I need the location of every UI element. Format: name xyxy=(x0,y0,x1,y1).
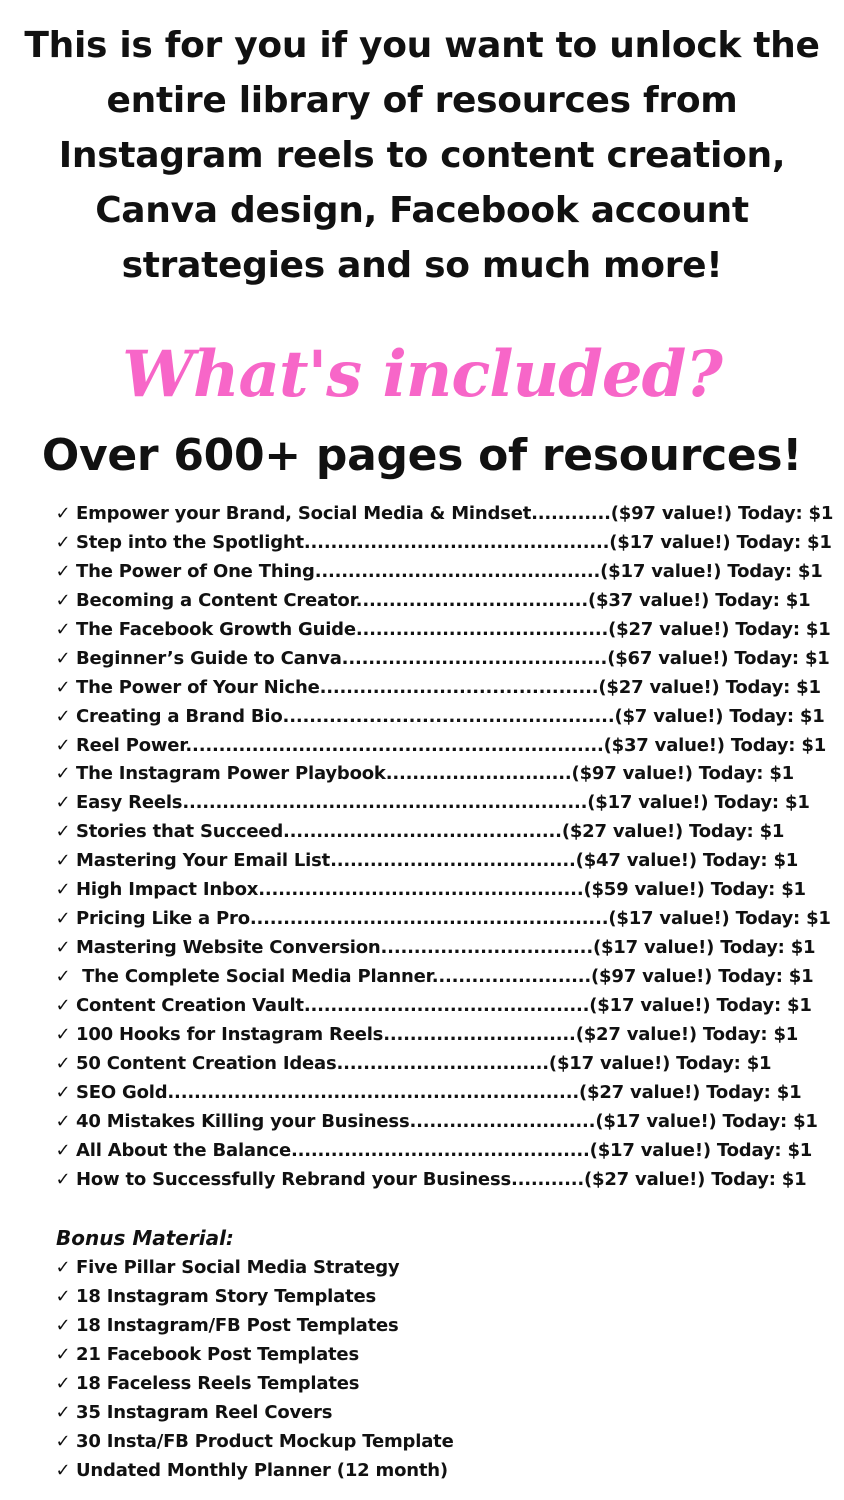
resource-item-label: Stories that Succeed..........................................($27 value!) Today: $1 xyxy=(76,821,785,843)
bonus-item xyxy=(50,1341,750,1370)
checkmark-icon: ✓ xyxy=(55,1285,71,1307)
resource-item xyxy=(50,732,830,761)
bonus-item xyxy=(50,1399,750,1428)
bonus-item-label: Undated Monthly Planner (12 month) xyxy=(76,1459,448,1481)
checkmark-icon: ✓ xyxy=(55,618,71,640)
resource-item-label: Reel Power...............................................................($37 value!) Today: $1 xyxy=(76,734,827,756)
checkmark-icon: ✓ xyxy=(55,1257,71,1278)
intro-text: This is for you if you want to unlock the entire library of resources from Instagram reels to content creation, Canva design, Facebook account strategies and so much more! xyxy=(24,25,820,286)
bonus-item xyxy=(50,1283,750,1312)
checkmark-icon: ✓ xyxy=(55,589,71,611)
bonus-item-label: 30 Insta/FB Product Mockup Template xyxy=(76,1430,454,1452)
bonus-item-label: 21 Facebook Post Templates xyxy=(76,1343,359,1365)
resource-item xyxy=(50,963,830,992)
resource-item xyxy=(50,1079,830,1108)
resource-item-label: 100 Hooks for Instagram Reels.............................($27 value!) Today: $1 xyxy=(76,1023,799,1045)
resource-item-label: Mastering Website Conversion................................($17 value!) Today: $1 xyxy=(76,937,816,959)
checkmark-icon: ✓ xyxy=(55,1081,71,1103)
bonus-item xyxy=(50,1428,750,1457)
resource-item xyxy=(50,876,830,905)
resource-item-label: All About the Balance.............................................($17 value!) Today: $1 xyxy=(76,1139,813,1161)
resource-item-label: SEO Gold..............................................................($27 value!) Today: $1 xyxy=(76,1081,802,1103)
checkmark-icon: ✓ xyxy=(55,821,71,843)
checkmark-icon: ✓ xyxy=(55,966,71,987)
checkmark-icon: ✓ xyxy=(55,1023,71,1045)
bonus-item-label: 18 Faceless Reels Templates xyxy=(76,1372,360,1394)
checkmark-icon: ✓ xyxy=(55,705,71,727)
bonus-item xyxy=(50,1312,750,1341)
resource-item-label: The Power of Your Niche..........................................($27 value!) Today: $1 xyxy=(76,676,821,698)
resource-item-label: Step into the Spotlight..............................................($17 value!) Today: $1 xyxy=(76,531,832,553)
checkmark-icon: ✓ xyxy=(55,879,71,901)
resource-item xyxy=(50,674,830,703)
whats-included-heading: What's included? xyxy=(122,337,722,412)
resource-item xyxy=(50,934,830,963)
resource-item xyxy=(50,1166,830,1195)
bonus-item-label: Five Pillar Social Media Strategy xyxy=(76,1257,400,1278)
bonus-item xyxy=(50,1254,750,1283)
checkmark-icon: ✓ xyxy=(55,1372,71,1394)
resource-item xyxy=(50,645,830,674)
resource-item-label: Empower your Brand, Social Media & Mindset............($97 value!) Today: $1 xyxy=(76,503,834,524)
checkmark-icon: ✓ xyxy=(55,1139,71,1161)
resource-item xyxy=(50,616,830,645)
resource-item-label: Content Creation Vault...........................................($17 value!) Today: $1 xyxy=(76,994,812,1016)
resource-item xyxy=(50,587,830,616)
resource-item-label: 40 Mistakes Killing your Business............................($17 value!) Today: $1 xyxy=(76,1110,818,1132)
checkmark-icon: ✓ xyxy=(55,531,71,553)
bonus-material-list xyxy=(50,1254,750,1486)
checkmark-icon: ✓ xyxy=(55,676,71,698)
bonus-item xyxy=(50,1457,750,1486)
resource-item xyxy=(50,1108,830,1137)
checkmark-icon: ✓ xyxy=(55,1314,71,1336)
resource-item-label: Becoming a Content Creator...................................($37 value!) Today: $1 xyxy=(76,589,811,611)
checkmark-icon: ✓ xyxy=(55,908,71,930)
resource-item-label: Pricing Like a Pro......................................................($17 value!) Today: $1 xyxy=(76,908,831,930)
resource-item-label: The Instagram Power Playbook............................($97 value!) Today: $1 xyxy=(76,763,794,785)
resource-item xyxy=(50,1021,830,1050)
resources-subheading: Over 600+ pages of resources! xyxy=(41,430,803,481)
resource-item xyxy=(50,992,830,1021)
checkmark-icon: ✓ xyxy=(55,1459,71,1481)
resource-item-label: The Complete Social Media Planner........................($97 value!) Today: $1 xyxy=(76,966,814,987)
checkmark-icon: ✓ xyxy=(55,503,71,524)
resource-item xyxy=(50,1050,830,1079)
bonus-item-label: 18 Instagram/FB Post Templates xyxy=(76,1314,399,1336)
resource-item-label: The Facebook Growth Guide......................................($27 value!) Today: $1 xyxy=(76,618,831,640)
checkmark-icon: ✓ xyxy=(55,792,71,814)
checkmark-icon: ✓ xyxy=(55,1430,71,1452)
resource-item-label: High Impact Inbox.................................................($59 value!) Today: $1 xyxy=(76,879,806,901)
bonus-material-heading: Bonus Material: xyxy=(56,1226,234,1250)
resource-item xyxy=(50,789,830,818)
resource-item xyxy=(50,703,830,732)
resource-item-label: Beginner’s Guide to Canva........................................($67 value!) Today: $1 xyxy=(76,647,830,669)
bonus-item-label: 18 Instagram Story Templates xyxy=(76,1285,377,1307)
resource-item-label: How to Successfully Rebrand your Business...........($27 value!) Today: $1 xyxy=(76,1168,807,1190)
checkmark-icon: ✓ xyxy=(55,1168,71,1190)
checkmark-icon: ✓ xyxy=(55,994,71,1016)
checkmark-icon: ✓ xyxy=(55,937,71,959)
checkmark-icon: ✓ xyxy=(55,1343,71,1365)
resource-item-label: Creating a Brand Bio..................................................($7 value!) Today: $1 xyxy=(76,705,825,727)
bonus-item xyxy=(50,1370,750,1399)
checkmark-icon: ✓ xyxy=(55,763,71,785)
resource-item-label: Mastering Your Email List.....................................($47 value!) Today: $1 xyxy=(76,850,799,872)
checkmark-icon: ✓ xyxy=(55,1401,71,1423)
checkmark-icon: ✓ xyxy=(55,560,71,582)
resource-item-label: The Power of One Thing...........................................($17 value!) Today: $1 xyxy=(76,560,823,582)
bonus-item-label: 35 Instagram Reel Covers xyxy=(76,1401,333,1423)
resource-item xyxy=(50,818,830,847)
resource-item-label: Easy Reels.............................................................($17 value!) Today: $1 xyxy=(76,792,810,814)
checkmark-icon: ✓ xyxy=(55,647,71,669)
resource-item xyxy=(50,760,830,789)
resource-item xyxy=(50,1137,830,1166)
resource-item-label: 50 Content Creation Ideas................................($17 value!) Today: $1 xyxy=(76,1052,772,1074)
checkmark-icon: ✓ xyxy=(55,734,71,756)
checkmark-icon: ✓ xyxy=(55,850,71,872)
resource-item xyxy=(50,905,830,934)
resource-item xyxy=(50,500,834,529)
checkmark-icon: ✓ xyxy=(55,1110,71,1132)
included-resources-list xyxy=(50,500,834,1195)
resource-item xyxy=(50,529,830,558)
checkmark-icon: ✓ xyxy=(55,1052,71,1074)
resource-item xyxy=(50,558,830,587)
resource-item xyxy=(50,847,830,876)
